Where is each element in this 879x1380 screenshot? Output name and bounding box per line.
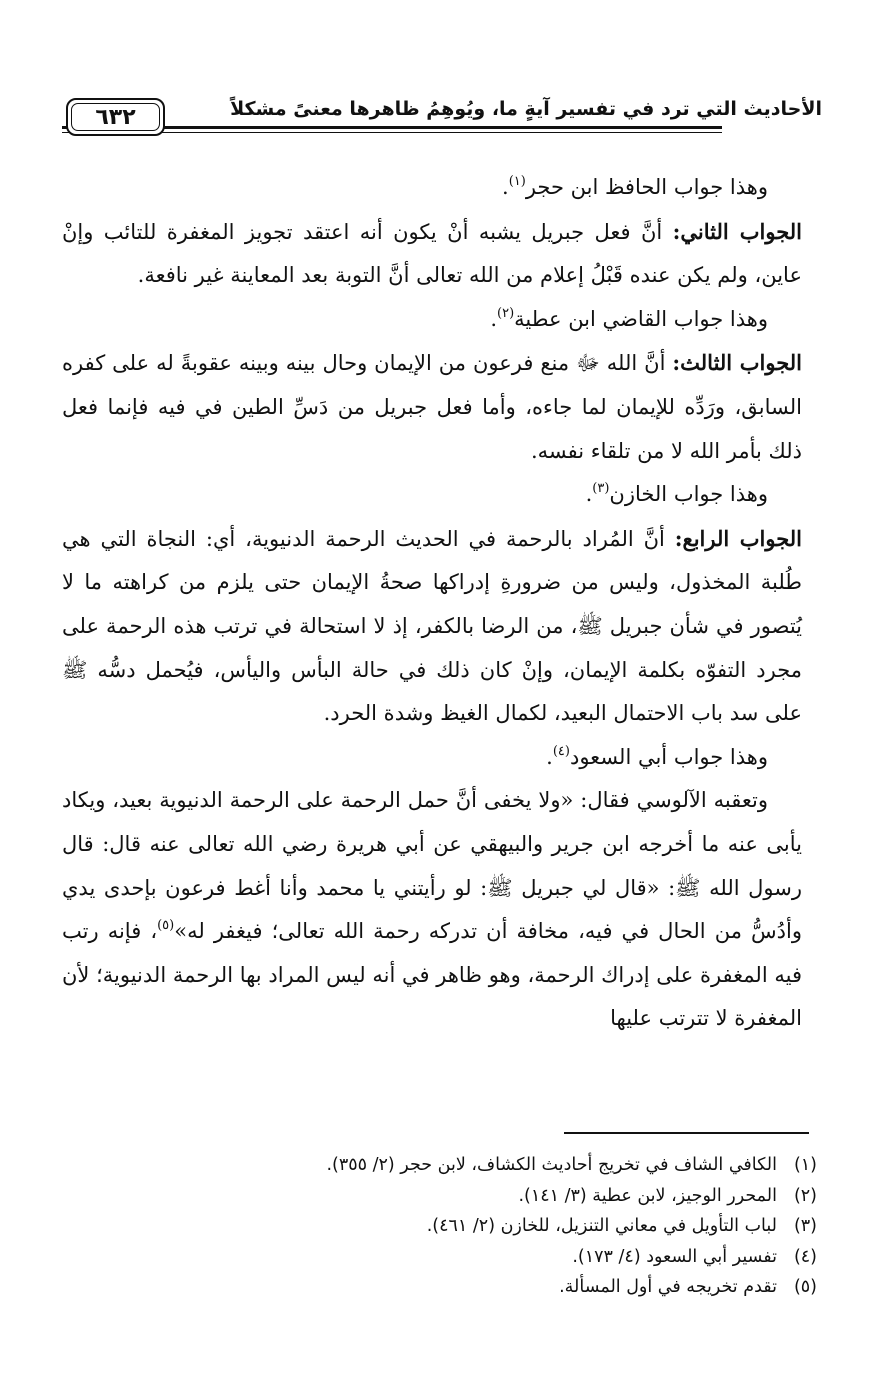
running-header <box>62 92 822 152</box>
footnote-text: لباب التأويل في معاني التنزيل، للخازن (٢/ ٤٦١). <box>426 1216 777 1236</box>
footnote-text: تفسير أبي السعود (٤/ ١٧٣). <box>572 1246 777 1267</box>
paragraph-8 <box>62 779 802 1041</box>
paragraph-text: وهذا جواب الخازن <box>609 482 768 507</box>
footnotes <box>77 1150 817 1303</box>
footnote-ref[interactable]: (٣) <box>592 481 610 497</box>
footnote-number: (١) <box>793 1155 817 1175</box>
footnote-3 <box>77 1211 817 1242</box>
paragraph-text: وهذا جواب أبي السعود <box>569 744 768 769</box>
footnote-ref[interactable]: (٥) <box>157 918 175 934</box>
paragraph-3 <box>62 298 802 342</box>
footnote-text: تقدم تخريجه في أول المسألة. <box>559 1277 777 1297</box>
running-title: الأحاديث التي ترد في تفسير آيةٍ ما، ويُوهِمُ ظاهرها معنىً مشكلاً <box>230 98 822 120</box>
paragraph-text-continued: ، فإنه رتب فيه المغفرة على إدراك الرحمة، وهو ظاهر في أنه ليس المراد بها الرحمة الدنيوية؛ لأن المغفرة لا تترتب عليها <box>62 919 802 1031</box>
footnote-1 <box>77 1150 817 1181</box>
paragraph-4 <box>62 341 802 473</box>
paragraph-text: وهذا جواب القاضي ابن عطية <box>514 306 768 331</box>
answer-label: الجواب الرابع: <box>674 525 802 551</box>
footnote-5 <box>77 1272 817 1303</box>
footnote-ref[interactable]: (٤) <box>552 743 570 759</box>
footnote-ref[interactable]: (٢) <box>497 305 515 321</box>
footnote-4 <box>77 1242 817 1273</box>
footnote-text: المحرر الوجيز، لابن عطية (٣/ ١٤١). <box>518 1185 777 1206</box>
page-number-frame <box>66 98 165 136</box>
punctuation: . <box>585 482 593 507</box>
footnote-separator <box>564 1132 809 1134</box>
footnote-2 <box>77 1181 817 1212</box>
paragraph-5 <box>62 473 802 517</box>
footnote-ref[interactable]: (١) <box>508 174 526 189</box>
paragraph-1 <box>62 166 802 210</box>
paragraph-text: أنَّ الله ﷻ منع فرعون من الإيمان وحال بينه وبينه عقوبةً له على كفره السابق، ورَدِّه للإيمان لما جاءه، وأما فعل جبريل من دَسِّ الطين في فيه فإنما فعل ذلك بأمر الله لا من تلقاء نفسه. <box>62 351 802 463</box>
punctuation: . <box>490 306 498 331</box>
footnote-number: (٢) <box>793 1185 817 1206</box>
page-number: ٦٣٢ <box>95 104 136 130</box>
main-text <box>62 166 802 1041</box>
answer-label: الجواب الثاني: <box>672 218 802 244</box>
footnote-number: (٣) <box>793 1216 817 1236</box>
footnote-number: (٤) <box>793 1246 817 1267</box>
paragraph-text: أنَّ المُراد بالرحمة في الحديث الرحمة الدنيوية، أي: النجاة التي هي طُلبة المخذول، وليس من ضرورةِ إدراكها صحةُ الإيمان حتى يلزم من كراهته ما لا يُتصور في شأن جبريل ﷺ، من الرضا بالكفر، إذ لا استحالة في ترتب هذه الرحمة على مجرد التفوّه بكلمة الإيمان، وإنْ كان ذلك في حالة البأس واليأس، فيُحمل دسُّه ﷺ على سد باب الاحتمال البعيد، لكمال الغيظ وشدة الحرد. <box>62 526 802 726</box>
paragraph-text: أنَّ فعل جبريل يشبه أنْ يكون أنه اعتقد تجويز المغفرة للتائب وإنْ عاين، ولم يكن عنده قَبْلُ إعلام من الله تعالى أنَّ التوبة بعد المعاينة غير نافعة. <box>62 219 802 288</box>
punctuation: . <box>502 175 509 199</box>
answer-label: الجواب الثالث: <box>672 350 802 376</box>
paragraph-6 <box>62 517 802 736</box>
paragraph-2 <box>62 210 802 298</box>
paragraph-7 <box>62 736 802 780</box>
paragraph-text: وهذا جواب الحافظ ابن حجر <box>525 175 768 199</box>
footnote-number: (٥) <box>793 1277 817 1297</box>
paragraph-text: وتعقبه الآلوسي فقال: «ولا يخفى أنَّ حمل الرحمة على الرحمة الدنيوية بعيد، ويكاد يأبى عنه ما أخرجه ابن جرير والبيهقي عن أبي هريرة رضي الله تعالى عنه قال: قال رسول الله ﷺ: «قال لي جبريل ﷺ: لو رأيتني يا محمد وأنا أغط فرعون بإحدى يدي وأدُسُّ من الحال في فيه، مخافة أن تدركه رحمة الله تعالى؛ فيغفر له» <box>62 788 802 944</box>
footnote-text: الكافي الشاف في تخريج أحاديث الكشاف، لابن حجر (٢/ ٣٥٥). <box>326 1155 777 1175</box>
punctuation: . <box>546 744 553 769</box>
